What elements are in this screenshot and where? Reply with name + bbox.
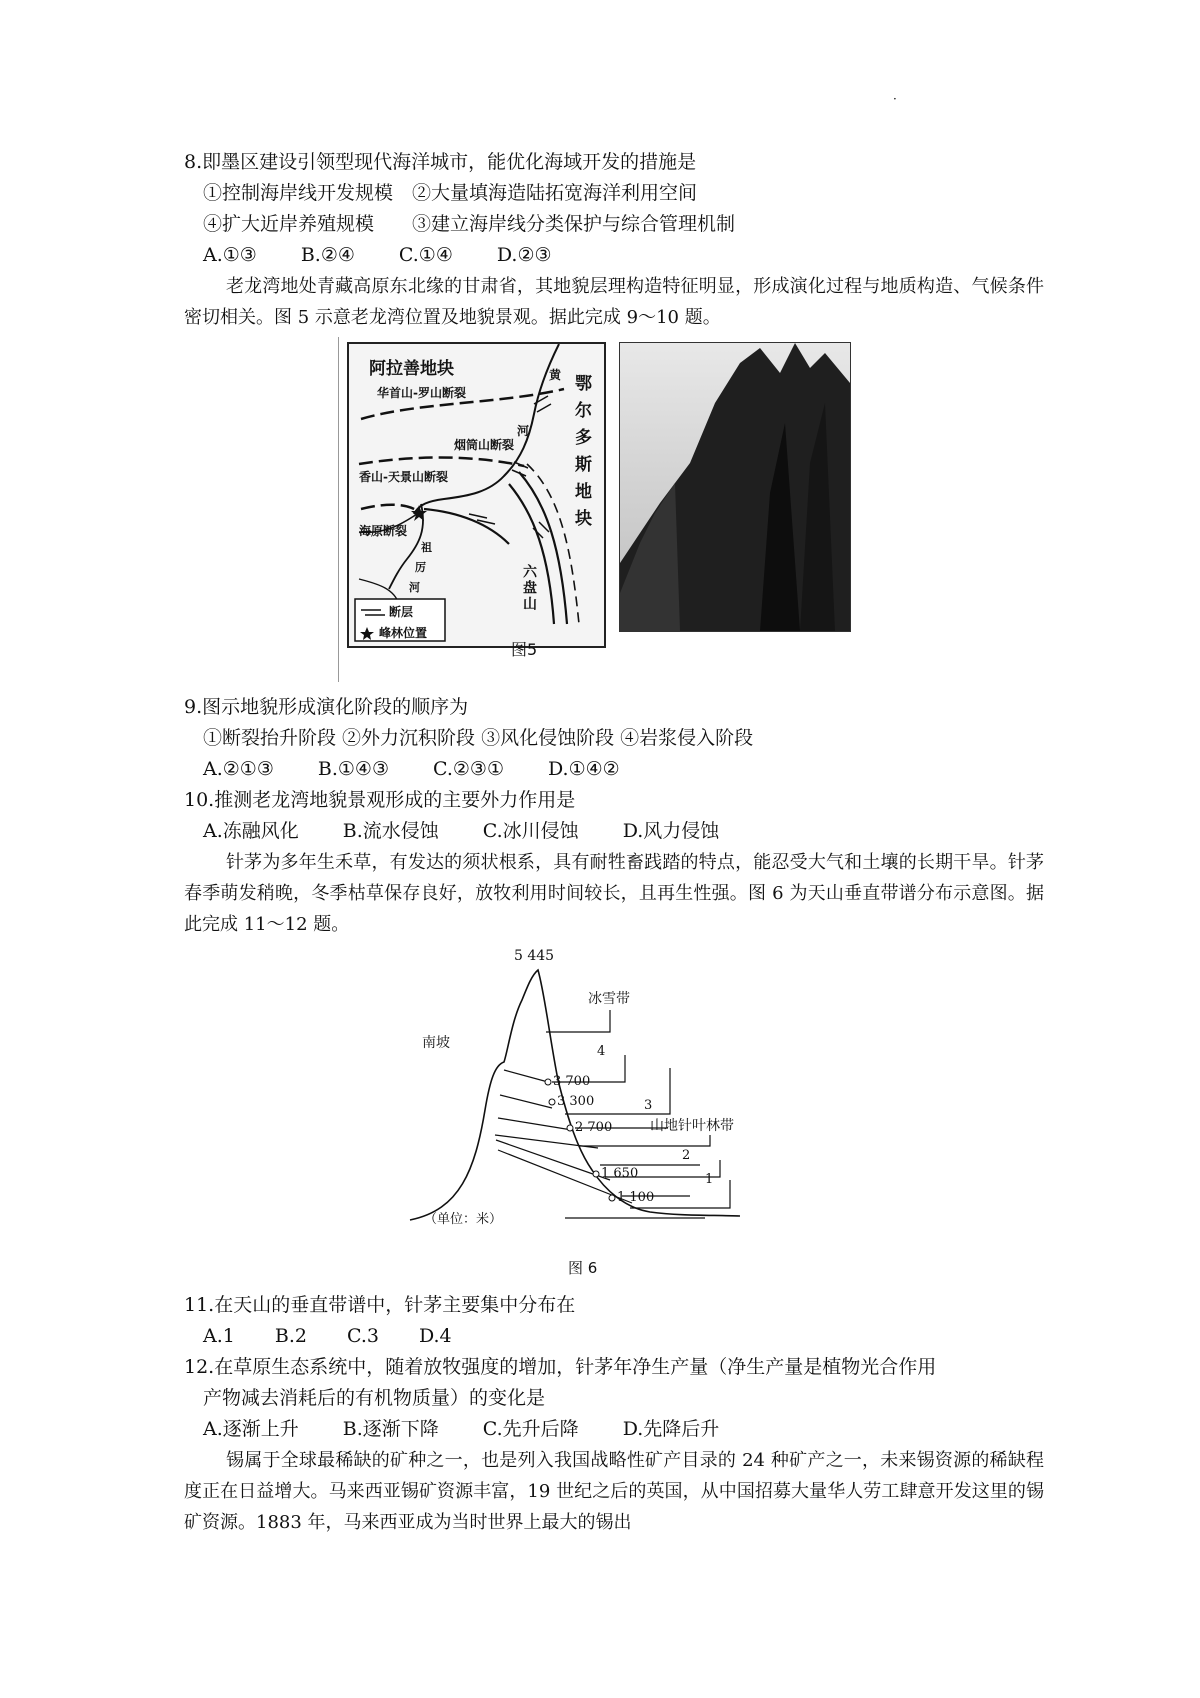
option-a[interactable]: A.②①③ xyxy=(203,758,274,780)
question-8-line1: ①控制海岸线开发规模 ②大量填海造陆拓宽海洋利用空间 xyxy=(203,182,698,204)
question-9-stem: 9.图示地貌形成演化阶段的顺序为 xyxy=(184,696,469,718)
option-a[interactable]: A.①③ xyxy=(203,244,257,266)
passage-stipa: 针茅为多年生禾草，有发达的须状根系，具有耐牲畜践踏的特点，能忍受大气和土壤的长期干旱。针茅春季萌发稍晚，冬季枯草保存良好，放牧利用时间较长，且再生性强。图 6 为天山垂直带谱分布示意图。据此完成 11～12 题。 xyxy=(184,852,1044,935)
legend-peak: 峰林位置 xyxy=(379,626,428,640)
option-d[interactable]: D.①④② xyxy=(547,758,620,780)
page-mark: · xyxy=(893,92,897,106)
fault-map xyxy=(347,342,606,648)
question-10-options xyxy=(203,816,763,846)
figure-5 xyxy=(338,337,864,682)
passage-laolongwan: 老龙湾地处青藏高原东北缘的甘肃省，其地貌层理构造特征明显，形成演化过程与地质构造、气候条件密切相关。图 5 示意老龙湾位置及地貌景观。据此完成 9～10 题。 xyxy=(184,276,1044,328)
figure-6 xyxy=(400,948,800,1277)
elev-2700: 2 700 xyxy=(575,1120,613,1135)
option-c[interactable]: C.②③① xyxy=(432,758,504,780)
option-d[interactable]: D.先降后升 xyxy=(622,1418,720,1440)
option-b[interactable]: B.②④ xyxy=(300,244,355,266)
label-zuli-2: 厉 xyxy=(415,561,426,574)
elev-3300: 3 300 xyxy=(557,1094,595,1109)
label-zuli-1: 祖 xyxy=(421,541,432,554)
label-fault-hua: 华首山-罗山断裂 xyxy=(377,386,466,400)
option-b[interactable]: B.①④③ xyxy=(317,758,389,780)
passage-tin: 锡属于全球最稀缺的矿种之一，也是列入我国战略性矿产目录的 24 种矿产之一，未来锡资源的稀缺程度正在日益增大。马来西亚锡矿资源丰富，19 世纪之后的英国，从中国招募大量华人劳工肆意开发这里的锡矿资源。1883 年，马来西亚成为当时世界上最大的锡出 xyxy=(184,1450,1044,1533)
option-d[interactable]: D.4 xyxy=(418,1325,452,1347)
option-b[interactable]: B.逐渐下降 xyxy=(342,1418,439,1440)
label-fault-xiang: 香山-天景山断裂 xyxy=(359,470,448,484)
elev-3700: 3 700 xyxy=(553,1074,591,1089)
elev-1100: 1 100 xyxy=(617,1190,655,1205)
question-9-line1: ①断裂抬升阶段 ②外力沉积阶段 ③风化侵蚀阶段 ④岩浆侵入阶段 xyxy=(203,727,754,749)
label-unit: （单位：米） xyxy=(424,1212,503,1227)
option-b[interactable]: B.流水侵蚀 xyxy=(342,820,439,842)
label-liupan: 六盘山 xyxy=(521,564,537,612)
elev-1650: 1 650 xyxy=(601,1166,639,1181)
label-alashan: 阿拉善地块 xyxy=(369,359,454,379)
figure-6-caption: 图 6 xyxy=(568,1259,598,1277)
question-10-stem: 10.推测老龙湾地貌景观形成的主要外力作用是 xyxy=(184,789,576,811)
option-d[interactable]: D.②③ xyxy=(496,244,552,266)
label-conifer-belt: 山地针叶林带 xyxy=(650,1118,734,1134)
option-b[interactable]: B.2 xyxy=(274,1325,307,1347)
option-a[interactable]: A.1 xyxy=(203,1325,235,1347)
label-ordos: 鄂尔多斯地块 xyxy=(571,374,591,536)
belt-2: 2 xyxy=(682,1148,691,1163)
label-snow-belt: 冰雪带 xyxy=(588,991,630,1007)
option-a[interactable]: A.逐渐上升 xyxy=(203,1418,299,1440)
option-c[interactable]: C.先升后降 xyxy=(482,1418,579,1440)
belt-3: 3 xyxy=(644,1098,653,1113)
option-c[interactable]: C.冰川侵蚀 xyxy=(482,820,579,842)
peak-elevation: 5 445 xyxy=(514,948,555,964)
question-8-options xyxy=(203,240,596,270)
figure-5-caption: 图5 xyxy=(511,640,538,659)
label-zuli-3: 河 xyxy=(409,581,420,594)
question-11-stem: 11.在天山的垂直带谱中，针茅主要集中分布在 xyxy=(184,1294,576,1316)
question-8-line2: ④扩大近岸养殖规模 ③建立海岸线分类保护与综合管理机制 xyxy=(203,213,736,235)
landform-photo xyxy=(619,342,851,632)
option-d[interactable]: D.风力侵蚀 xyxy=(622,820,720,842)
label-yellow-river-2: 河 xyxy=(517,424,530,438)
belt-4: 4 xyxy=(597,1044,606,1059)
legend-fault: 断层 xyxy=(389,605,414,619)
belt-1: 1 xyxy=(705,1172,714,1187)
option-c[interactable]: C.①④ xyxy=(398,244,453,266)
label-south-slope: 南坡 xyxy=(422,1035,450,1051)
label-yellow-river-1: 黄 xyxy=(549,368,562,382)
question-9-options xyxy=(203,754,664,784)
label-fault-haiyuan: 海原断裂 xyxy=(359,524,408,538)
label-fault-yantong: 烟筒山断裂 xyxy=(454,438,515,452)
question-12-options xyxy=(203,1414,763,1444)
option-c[interactable]: C.3 xyxy=(346,1325,379,1347)
question-8-stem: 8.即墨区建设引领型现代海洋城市，能优化海域开发的措施是 xyxy=(184,151,697,173)
question-12-stem: 12.在草原生态系统中，随着放牧强度的增加，针茅年净生产量（净生产量是植物光合作用 xyxy=(184,1356,937,1378)
option-a[interactable]: A.冻融风化 xyxy=(203,820,299,842)
question-12-stem-2: 产物减去消耗后的有机物质量）的变化是 xyxy=(203,1387,546,1409)
question-11-options xyxy=(203,1321,496,1351)
